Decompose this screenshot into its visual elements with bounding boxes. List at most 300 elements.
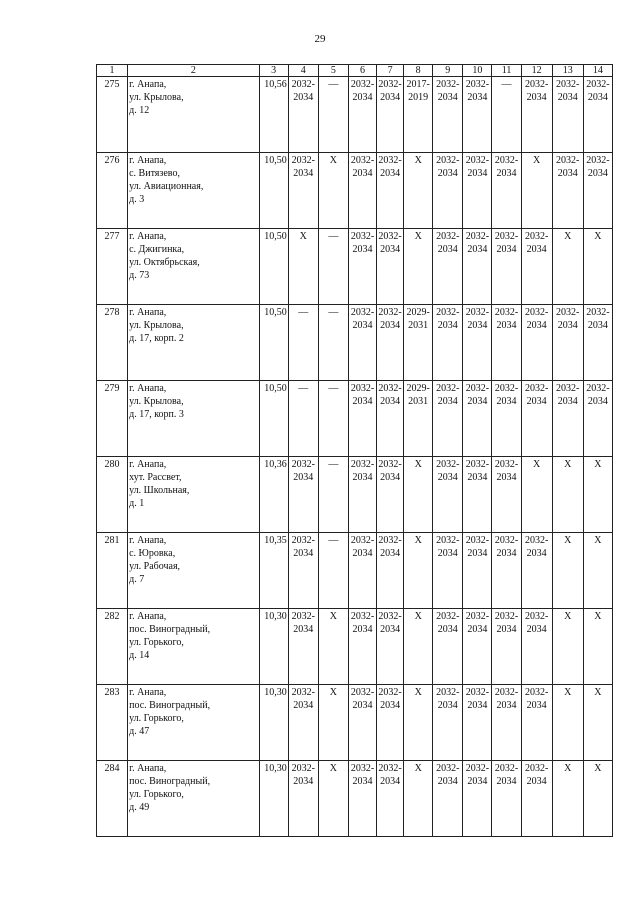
row-number: 278	[97, 305, 128, 381]
period-cell	[377, 761, 404, 837]
period-line: Х	[414, 763, 422, 774]
period-cell	[433, 685, 463, 761]
period-cell	[492, 609, 521, 685]
period-cell	[404, 685, 433, 761]
period-cell	[348, 685, 376, 761]
period-cell	[433, 533, 463, 609]
period-line: Х	[533, 155, 541, 166]
period-cell	[521, 153, 552, 229]
period-line: Х	[414, 155, 422, 166]
period-line: 2032-	[291, 687, 315, 698]
period-line: 2034	[467, 548, 488, 559]
period-line: 2032-	[378, 231, 402, 242]
period-line: 2032-	[465, 535, 490, 546]
period-line: 2034	[352, 624, 373, 635]
period-line: 2032-	[378, 383, 402, 394]
period-line: Х	[564, 763, 572, 774]
period-line: 2019	[408, 92, 429, 103]
address-line: г. Анапа,	[129, 383, 167, 394]
period-line: 2032-	[524, 383, 549, 394]
period-cell	[348, 533, 376, 609]
row-number: 284	[97, 761, 128, 837]
address-line: д. 49	[129, 802, 150, 813]
period-cell	[433, 305, 463, 381]
period-cell	[463, 77, 492, 153]
period-cell	[492, 229, 521, 305]
period-line: 2034	[587, 168, 608, 179]
address-line: г. Анапа,	[129, 687, 167, 698]
period-line: 2034	[293, 624, 314, 635]
period-cell	[404, 761, 433, 837]
address-line: г. Анапа,	[129, 535, 167, 546]
period-cell	[348, 609, 376, 685]
period-cell	[583, 457, 612, 533]
period-line: 2034	[526, 776, 547, 787]
period-line: 2034	[380, 92, 401, 103]
row-number: 280	[97, 457, 128, 533]
column-header: 1	[97, 65, 128, 77]
period-line: Х	[564, 611, 572, 622]
period-cell	[521, 609, 552, 685]
period-line: 2032-	[524, 687, 549, 698]
period-line: Х	[414, 535, 422, 546]
period-cell	[348, 77, 376, 153]
period-cell	[288, 457, 318, 533]
period-cell	[521, 77, 552, 153]
period-line: 2034	[380, 472, 401, 483]
period-line: 2032-	[524, 535, 549, 546]
period-cell	[463, 229, 492, 305]
period-cell	[377, 685, 404, 761]
period-line: 2032-	[350, 763, 375, 774]
address-line: ул. Крылова,	[129, 92, 184, 103]
period-line: 2032-	[436, 307, 460, 318]
period-line: 2034	[526, 92, 547, 103]
period-line: —	[328, 79, 339, 90]
period-line: Х	[414, 231, 422, 242]
period-line: 2032-	[465, 155, 490, 166]
address-line: д. 14	[129, 650, 150, 661]
period-cell	[463, 305, 492, 381]
period-line: 2034	[437, 168, 458, 179]
period-line: 2034	[437, 244, 458, 255]
period-line: 2032-	[465, 383, 490, 394]
column-header: 6	[348, 65, 376, 77]
address-cell	[128, 153, 260, 229]
period-line: —	[328, 459, 339, 470]
address-line: г. Анапа,	[129, 611, 167, 622]
column-header: 9	[433, 65, 463, 77]
period-cell	[377, 305, 404, 381]
page-number: 29	[314, 33, 326, 45]
address-cell	[128, 229, 260, 305]
period-cell	[318, 457, 348, 533]
period-cell	[288, 77, 318, 153]
period-line: 2032-	[291, 611, 315, 622]
period-line: 2029-	[406, 383, 430, 394]
period-cell	[583, 761, 612, 837]
period-cell	[288, 229, 318, 305]
period-line: 2034	[352, 92, 373, 103]
period-cell	[583, 229, 612, 305]
period-cell	[583, 533, 612, 609]
address-line: пос. Виноградный,	[129, 776, 211, 787]
period-line: 2034	[557, 396, 578, 407]
period-cell	[583, 609, 612, 685]
period-cell	[552, 153, 583, 229]
period-line: 2034	[467, 700, 488, 711]
period-line: 2032-	[291, 763, 315, 774]
period-line: 2034	[293, 92, 314, 103]
period-line: 2032-	[465, 459, 490, 470]
row-number: 277	[97, 229, 128, 305]
address-line: д. 17, корп. 3	[129, 409, 184, 420]
period-cell	[521, 381, 552, 457]
row-number: 283	[97, 685, 128, 761]
period-line: 2032-	[494, 459, 519, 470]
period-line: 2032-	[350, 307, 375, 318]
address-line: пос. Виноградный,	[129, 700, 211, 711]
address-cell	[128, 685, 260, 761]
period-line: 2032-	[378, 687, 402, 698]
period-cell	[318, 229, 348, 305]
period-cell	[521, 761, 552, 837]
period-cell	[552, 229, 583, 305]
period-cell	[463, 761, 492, 837]
address-line: ул. Школьная,	[129, 485, 190, 496]
period-line: 2032-	[350, 79, 375, 90]
row-number: 276	[97, 153, 128, 229]
period-cell	[463, 457, 492, 533]
period-line: 2032-	[350, 155, 375, 166]
period-line: 2032-	[378, 763, 402, 774]
period-cell	[433, 761, 463, 837]
period-cell	[404, 77, 433, 153]
period-line: 2032-	[494, 383, 519, 394]
period-cell	[288, 761, 318, 837]
address-line: г. Анапа,	[129, 307, 167, 318]
period-line: 2032-	[494, 763, 519, 774]
period-line: Х	[594, 535, 602, 546]
period-cell	[288, 381, 318, 457]
period-line: 2032-	[378, 155, 402, 166]
period-cell	[552, 609, 583, 685]
period-line: 2034	[437, 624, 458, 635]
period-line: Х	[564, 535, 572, 546]
period-line: 2032-	[378, 79, 402, 90]
period-line: 2034	[526, 244, 547, 255]
period-cell	[288, 533, 318, 609]
area-cell: 10,50	[259, 381, 288, 457]
address-cell	[128, 457, 260, 533]
period-line: Х	[299, 231, 307, 242]
period-cell	[492, 77, 521, 153]
table-row	[97, 685, 613, 761]
period-line: 2034	[496, 320, 517, 331]
period-line: 2032-	[465, 231, 490, 242]
address-cell	[128, 305, 260, 381]
period-line: 2031	[408, 396, 429, 407]
period-cell	[433, 609, 463, 685]
period-line: Х	[414, 687, 422, 698]
period-line: 2034	[526, 624, 547, 635]
period-line: Х	[594, 231, 602, 242]
period-line: 2032-	[524, 307, 549, 318]
period-line: 2034	[437, 548, 458, 559]
column-header: 4	[288, 65, 318, 77]
column-number-row	[97, 65, 613, 77]
column-header: 7	[377, 65, 404, 77]
period-cell	[492, 685, 521, 761]
period-cell	[377, 457, 404, 533]
column-header: 12	[521, 65, 552, 77]
period-cell	[288, 609, 318, 685]
period-line: Х	[594, 611, 602, 622]
address-line: ул. Горького,	[129, 637, 184, 648]
address-cell	[128, 761, 260, 837]
period-line: Х	[329, 687, 337, 698]
period-cell	[463, 381, 492, 457]
period-line: 2034	[437, 700, 458, 711]
schedule-table	[96, 64, 613, 837]
area-cell: 10,30	[259, 609, 288, 685]
period-cell	[404, 457, 433, 533]
period-line: 2032-	[291, 155, 315, 166]
period-line: 2032-	[436, 763, 460, 774]
column-header: 14	[583, 65, 612, 77]
period-line: 2032-	[436, 155, 460, 166]
address-line: ул. Крылова,	[129, 396, 184, 407]
period-line: 2032-	[465, 79, 490, 90]
period-line: 2034	[496, 396, 517, 407]
period-cell	[521, 685, 552, 761]
period-line: 2032-	[291, 535, 315, 546]
period-line: 2032-	[494, 307, 519, 318]
period-line: 2034	[352, 700, 373, 711]
period-line: 2032-	[586, 383, 610, 394]
period-line: 2034	[467, 396, 488, 407]
period-cell	[492, 305, 521, 381]
period-cell	[492, 761, 521, 837]
period-cell	[552, 305, 583, 381]
address-line: г. Анапа,	[129, 231, 167, 242]
period-line: 2034	[352, 472, 373, 483]
period-cell	[288, 305, 318, 381]
period-cell	[433, 229, 463, 305]
period-line: 2032-	[524, 611, 549, 622]
area-cell: 10,56	[259, 77, 288, 153]
address-line: д. 17, корп. 2	[129, 333, 184, 344]
period-line: Х	[414, 459, 422, 470]
address-cell	[128, 533, 260, 609]
period-line: 2034	[437, 320, 458, 331]
period-cell	[348, 229, 376, 305]
address-line: г. Анапа,	[129, 155, 167, 166]
period-cell	[377, 153, 404, 229]
period-cell	[433, 381, 463, 457]
address-line: д. 12	[129, 105, 150, 116]
table-row	[97, 305, 613, 381]
period-line: 2034	[496, 776, 517, 787]
period-line: Х	[329, 611, 337, 622]
period-cell	[552, 533, 583, 609]
period-line: 2032-	[291, 459, 315, 470]
period-line: 2034	[380, 320, 401, 331]
address-cell	[128, 381, 260, 457]
period-line: Х	[329, 155, 337, 166]
period-line: 2032-	[556, 307, 580, 318]
period-line: —	[501, 79, 512, 90]
area-cell: 10,30	[259, 685, 288, 761]
period-line: 2034	[467, 92, 488, 103]
address-line: с. Витязево,	[129, 168, 180, 179]
period-line: 2034	[380, 700, 401, 711]
area-cell: 10,36	[259, 457, 288, 533]
period-line: Х	[329, 763, 337, 774]
period-cell	[463, 153, 492, 229]
address-line: пос. Виноградный,	[129, 624, 211, 635]
period-line: 2032-	[436, 535, 460, 546]
period-line: 2034	[352, 244, 373, 255]
period-line: 2034	[526, 700, 547, 711]
row-number: 279	[97, 381, 128, 457]
period-cell	[404, 153, 433, 229]
period-cell	[521, 533, 552, 609]
period-line: 2034	[380, 624, 401, 635]
period-cell	[318, 685, 348, 761]
period-line: —	[328, 307, 339, 318]
address-cell	[128, 609, 260, 685]
period-line: 2029-	[406, 307, 430, 318]
period-line: 2032-	[350, 687, 375, 698]
period-line: 2034	[467, 320, 488, 331]
period-line: 2034	[437, 776, 458, 787]
table-row	[97, 229, 613, 305]
address-line: г. Анапа,	[129, 79, 167, 90]
period-line: 2032-	[436, 687, 460, 698]
period-cell	[463, 533, 492, 609]
period-cell	[552, 685, 583, 761]
period-line: 2032-	[494, 535, 519, 546]
period-line: 2032-	[556, 79, 580, 90]
row-number: 281	[97, 533, 128, 609]
row-number: 282	[97, 609, 128, 685]
area-cell: 10,35	[259, 533, 288, 609]
period-line: 2034	[293, 168, 314, 179]
period-cell	[318, 533, 348, 609]
period-line: 2034	[496, 624, 517, 635]
address-cell	[128, 77, 260, 153]
period-cell	[377, 229, 404, 305]
period-cell	[583, 381, 612, 457]
period-line: 2032-	[436, 611, 460, 622]
period-line: 2034	[352, 320, 373, 331]
period-line: 2032-	[586, 79, 610, 90]
period-cell	[552, 457, 583, 533]
address-line: д. 7	[129, 574, 145, 585]
period-cell	[492, 457, 521, 533]
period-line: 2034	[587, 92, 608, 103]
period-line: —	[298, 383, 309, 394]
period-line: 2034	[293, 776, 314, 787]
period-cell	[318, 761, 348, 837]
period-line: 2034	[380, 168, 401, 179]
period-cell	[377, 77, 404, 153]
address-line: ул. Горького,	[129, 789, 184, 800]
period-cell	[552, 381, 583, 457]
period-line: Х	[594, 763, 602, 774]
period-cell	[583, 77, 612, 153]
period-line: 2032-	[436, 231, 460, 242]
period-line: 2034	[293, 700, 314, 711]
period-line: 2032-	[436, 383, 460, 394]
period-line: 2034	[352, 548, 373, 559]
period-line: 2034	[437, 396, 458, 407]
column-header: 2	[128, 65, 260, 77]
address-line: ул. Крылова,	[129, 320, 184, 331]
row-number: 275	[97, 77, 128, 153]
period-line: 2034	[526, 396, 547, 407]
period-line: —	[328, 231, 339, 242]
table-row	[97, 457, 613, 533]
period-line: 2034	[352, 168, 373, 179]
table-row	[97, 761, 613, 837]
period-line: 2034	[437, 92, 458, 103]
period-cell	[288, 685, 318, 761]
period-line: 2034	[293, 548, 314, 559]
period-cell	[521, 457, 552, 533]
address-line: ул. Авиационная,	[129, 181, 204, 192]
table-row	[97, 153, 613, 229]
period-cell	[377, 381, 404, 457]
period-line: 2032-	[556, 383, 580, 394]
period-line: Х	[564, 459, 572, 470]
period-line: 2034	[293, 472, 314, 483]
period-cell	[348, 457, 376, 533]
period-line: —	[328, 383, 339, 394]
period-line: 2034	[467, 244, 488, 255]
period-cell	[492, 381, 521, 457]
period-cell	[583, 305, 612, 381]
period-cell	[404, 609, 433, 685]
period-cell	[377, 609, 404, 685]
period-line: 2032-	[350, 611, 375, 622]
period-cell	[433, 457, 463, 533]
period-line: 2032-	[436, 79, 460, 90]
period-line: 2034	[467, 472, 488, 483]
column-header: 10	[463, 65, 492, 77]
period-line: 2034	[496, 244, 517, 255]
area-cell: 10,50	[259, 305, 288, 381]
period-cell	[404, 229, 433, 305]
address-line: д. 73	[129, 270, 150, 281]
address-line: д. 47	[129, 726, 150, 737]
period-line: 2034	[380, 548, 401, 559]
address-line: г. Анапа,	[129, 763, 167, 774]
period-line: 2032-	[465, 611, 490, 622]
period-line: 2034	[437, 472, 458, 483]
period-line: Х	[533, 459, 541, 470]
table-row	[97, 381, 613, 457]
period-cell	[404, 533, 433, 609]
period-line: 2032-	[291, 79, 315, 90]
address-line: ул. Горького,	[129, 713, 184, 724]
table-row	[97, 77, 613, 153]
period-cell	[318, 609, 348, 685]
period-line: 2034	[380, 396, 401, 407]
area-cell: 10,30	[259, 761, 288, 837]
period-line: 2034	[496, 472, 517, 483]
